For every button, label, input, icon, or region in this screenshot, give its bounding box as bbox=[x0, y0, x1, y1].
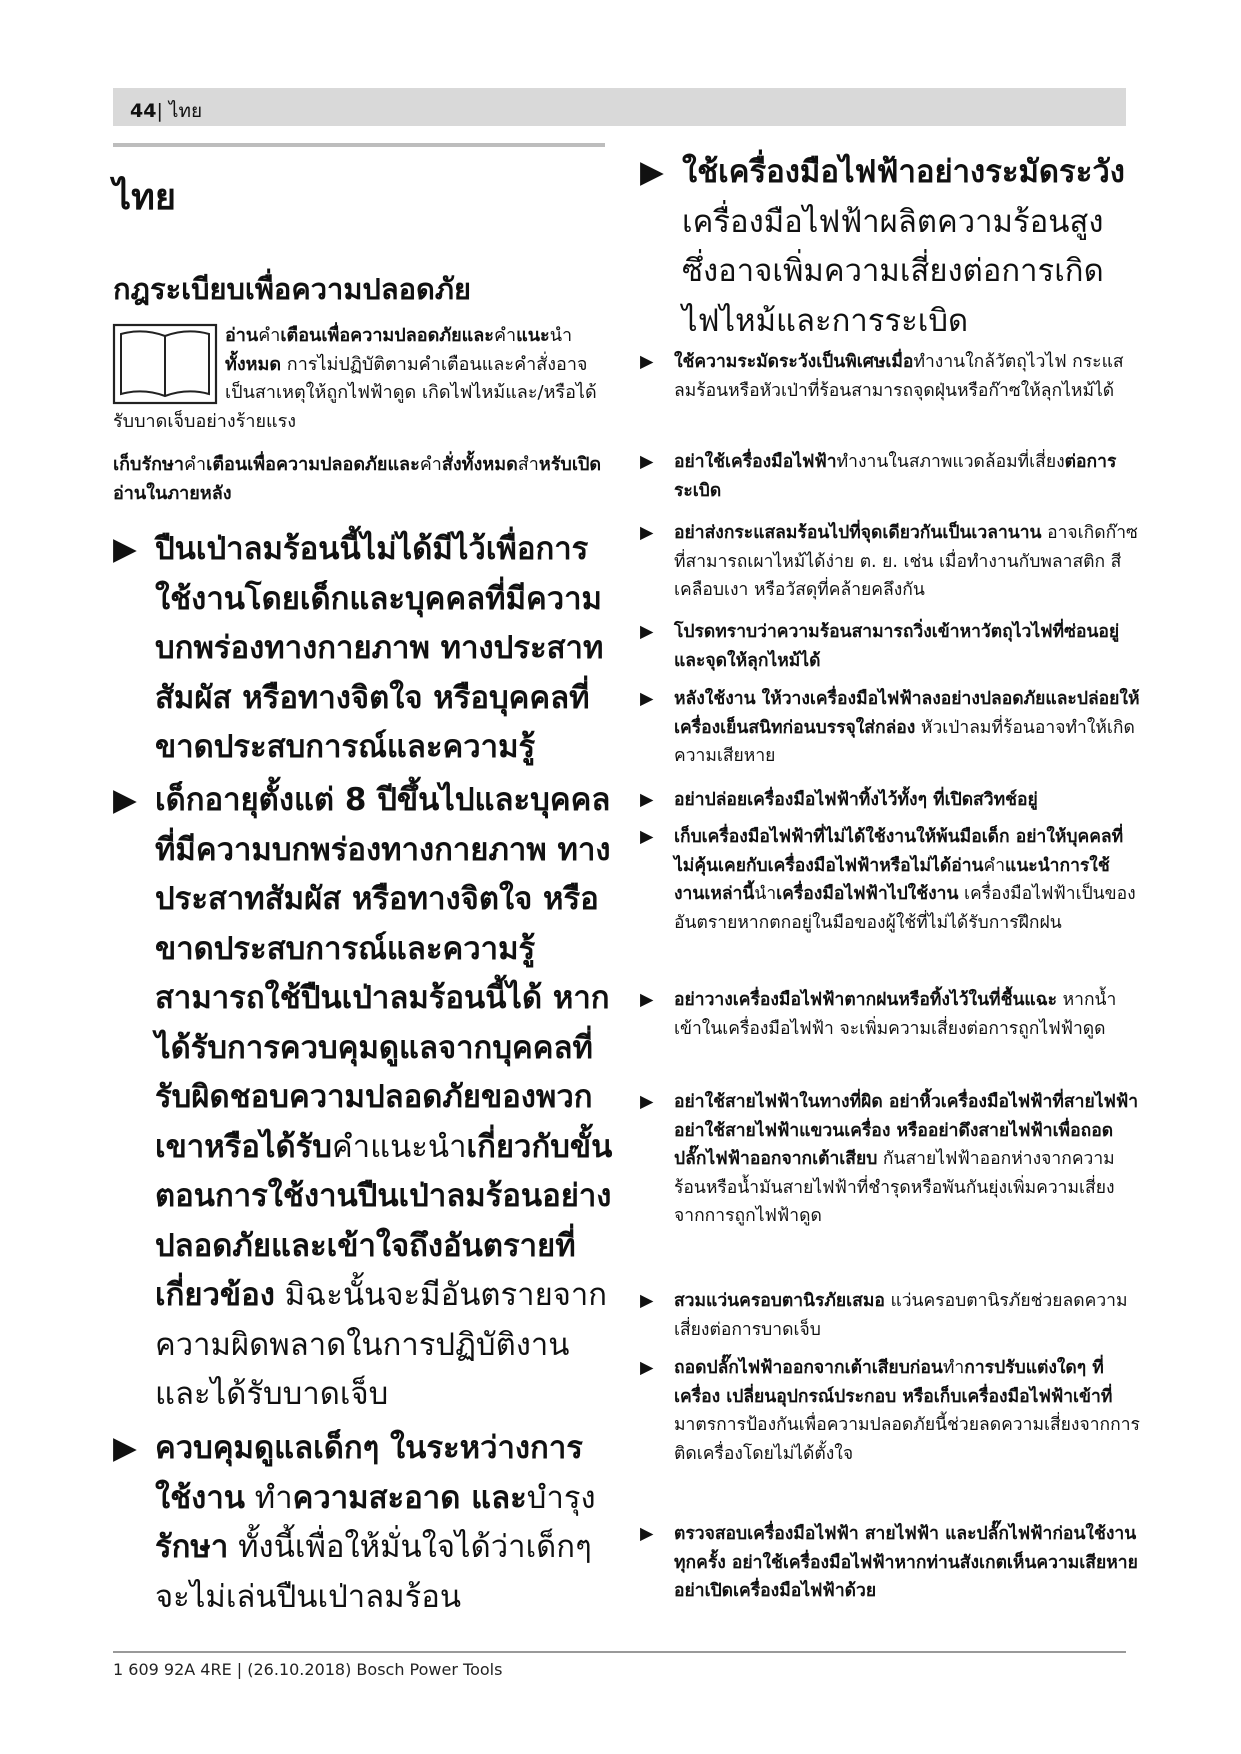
header-language: | ไทย bbox=[156, 100, 203, 122]
left-bullet-2: ▶ เด็กอายุตั้งแต่ 8 ปีขึ้นไปและบุคคลที่มีความบกพร่องทางกายภาพ ทางประสาทสัมผัส หรือทางจิตใจ หรือขาดประสบการณ์และความรู้สามารถใช้ปืนเป่าลมร้อนนี้ได้ หากได้รับการควบคุมดูแลจากบุคคลที่รับผิดชอบความปลอดภัยของพวกเขาหรือได้รับคำแนะนำเกี่ยวกับขั้นตอนการใช้งานปืนเป่าลมร้อนอย่างปลอดภัยและเข้าใจถึงอันตรายที่เกี่ยวข้อง มิฉะนั้นจะมีอันตรายจากความผิดพลาดในการปฏิบัติงานและได้รับบาดเจ็บ bbox=[113, 776, 613, 1420]
right-bullet-5: ▶ หลังใช้งาน ให้วางเครื่องมือไฟฟ้าลงอย่างปลอดภัยและปล่อยให้เครื่องเย็นสนิทก่อนบรรจุใส่กล่อง หัวเป่าลมที่ร้อนอาจทำให้เกิดความเสียหาย bbox=[640, 689, 1140, 766]
right-bullet-11: ▶ ถอดปลั๊กไฟฟ้าออกจากเต้าเสียบก่อนทำการปรับแต่งใดๆ ที่เครื่อง เปลี่ยนอุปกรณ์ประกอบ หรือเก็บเครื่องมือไฟฟ้าเข้าที่ มาตรการป้องกันเพื่อความปลอดภัยนี้ช่วยลดความเสี่ยงจากการติดเครื่องโดยไม่ได้ตั้งใจ bbox=[640, 1358, 1140, 1464]
left-bullet-3: ▶ ควบคุมดูแลเด็กๆ ในระหว่างการใช้งาน ทำความสะอาด และบำรุงรักษา ทั้งนี้เพื่อให้มั่นใจได้ว่าเด็กๆ จะไม่เล่นปืนเป่าลมร้อน bbox=[113, 1424, 613, 1622]
page-header bbox=[113, 88, 1126, 126]
right-bullet-2: ▶ อย่าใช้เครื่องมือไฟฟ้าทำงานในสภาพแวดล้อมที่เสี่ยงต่อการระเบิด bbox=[640, 452, 1117, 501]
right-bullet-10: ▶ สวมแว่นครอบตานิรภัยเสมอ แว่นครอบตานิรภัยช่วยลดความเสี่ยงต่อการบาดเจ็บ bbox=[640, 1291, 1128, 1340]
page-number: 44 bbox=[130, 100, 157, 122]
intro-warning: อ่านคำเตือนเพื่อความปลอดภัยและคำแนะนำทั้งหมด การไม่ปฏิบัติตามคำเตือนและคำสั่งอาจเป็นสาเหตุให้ถูกไฟฟ้าดูด เกิดไฟไหม้และ/หรือได้รับบาดเจ็บอย่างร้ายแรง bbox=[113, 325, 597, 432]
right-bullet-6: ▶ อย่าปล่อยเครื่องมือไฟฟ้าทิ้งไว้ทั้งๆ ที่เปิดสวิทช์อยู่ bbox=[640, 790, 1038, 810]
right-bullet-12: ▶ ตรวจสอบเครื่องมือไฟฟ้า สายไฟฟ้า และปลั๊กไฟฟ้าก่อนใช้งานทุกครั้ง อย่าใช้เครื่องมือไฟฟ้าหากท่านสังเกตเห็นความเสียหาย อย่าเปิดเครื่องมือไฟฟ้าด้วย bbox=[640, 1524, 1138, 1601]
right-bullet-8: ▶ อย่าวางเครื่องมือไฟฟ้าตากฝนหรือทิ้งไว้ในที่ชื้นแฉะ หากน้ำเข้าในเครื่องมือไฟฟ้า จะเพิ่มความเสี่ยงต่อการถูกไฟฟ้าดูด bbox=[640, 990, 1117, 1039]
language-title: ไทย bbox=[113, 177, 176, 218]
bullet-marker: ▶ bbox=[113, 1430, 137, 1466]
right-bullet-9: ▶ อย่าใช้สายไฟฟ้าในทางที่ผิด อย่าหิ้วเครื่องมือไฟฟ้าที่สายไฟฟ้า อย่าใช้สายไฟฟ้าแขวนเครื่อง หรืออย่าดึงสายไฟฟ้าเพื่อถอดปลั๊กไฟฟ้าออกจากเต้าเสียบ กันสายไฟฟ้าออกห่างจากความร้อนหรือน้ำมันสายไฟฟ้าที่ชำรุดหรือพันกันยุ่งเพิ่มความเสี่ยงจากการถูกไฟฟ้าดูด bbox=[640, 1092, 1139, 1226]
right-bullet-3: ▶ อย่าส่งกระแสลมร้อนไปที่จุดเดียวกันเป็นเวลานาน อาจเกิดก๊าซที่สามารถเผาไหม้ได้ง่าย ต. ย. เช่น เมื่อทำงานกับพลาสติก สี เคลือบเงา หรือวัสดุที่คล้ายคลึงกัน bbox=[640, 523, 1138, 600]
right-header-bullet: ▶ ใช้เครื่องมือไฟฟ้าอย่างระมัดระวัง เครื่องมือไฟฟ้าผลิตความร้อนสูง ซึ่งอาจเพิ่มความเสี่ยงต่อการเกิดไฟไหม้และการระเบิด bbox=[640, 148, 1140, 346]
footer-rule bbox=[113, 1651, 1126, 1653]
column-rule bbox=[113, 143, 605, 147]
section-title: กฎระเบียบเพื่อความปลอดภัย bbox=[113, 272, 471, 306]
bullet-marker: ▶ bbox=[113, 531, 137, 567]
bullet-marker: ▶ bbox=[113, 782, 137, 818]
bullet-marker: ▶ bbox=[640, 154, 664, 190]
right-bullet-1: ▶ ใช้ความระมัดระวังเป็นพิเศษเมื่อทำงานใกล้วัตถุไวไฟ กระแสลมร้อนหรือหัวเป่าที่ร้อนสามารถจุดฝุ่นหรือก๊าซให้ลุกไหม้ได้ bbox=[640, 352, 1124, 401]
left-bullet-1: ▶ ปืนเป่าลมร้อนนี้ไม่ได้มีไว้เพื่อการใช้งานโดยเด็กและบุคคลที่มีความบกพร่องทางกายภาพ ทางประสาทสัมผัส หรือทางจิตใจ หรือบุคคลที่ขาดประสบการณ์และความรู้ bbox=[113, 525, 613, 773]
footer-text: 1 609 92A 4RE | (26.10.2018) Bosch Power Tools bbox=[113, 1660, 503, 1679]
right-bullet-4: ▶ โปรดทราบว่าความร้อนสามารถวิ่งเข้าหาวัตถุไวไฟที่ซ่อนอยู่และจุดให้ลุกไหม้ได้ bbox=[640, 622, 1120, 671]
header-text bbox=[130, 96, 202, 126]
right-bullet-7: ▶ เก็บเครื่องมือไฟฟ้าที่ไม่ได้ใช้งานให้พ้นมือเด็ก อย่าให้บุคคลที่ไม่คุ้นเคยกับเครื่องมือไฟฟ้าหรือไม่ได้อ่านคำแนะนำการใช้งานเหล่านี้นำเครื่องมือไฟฟ้าไปใช้งาน เครื่องมือไฟฟ้าเป็นของอันตรายหากตกอยู่ในมือของผู้ใช้ที่ไม่ได้รับการฝึกฝน bbox=[640, 827, 1136, 933]
keep-instructions: เก็บรักษาคำเตือนเพื่อความปลอดภัยและคำสั่งทั้งหมดสำหรับเปิดอ่านในภายหลัง bbox=[113, 454, 602, 504]
